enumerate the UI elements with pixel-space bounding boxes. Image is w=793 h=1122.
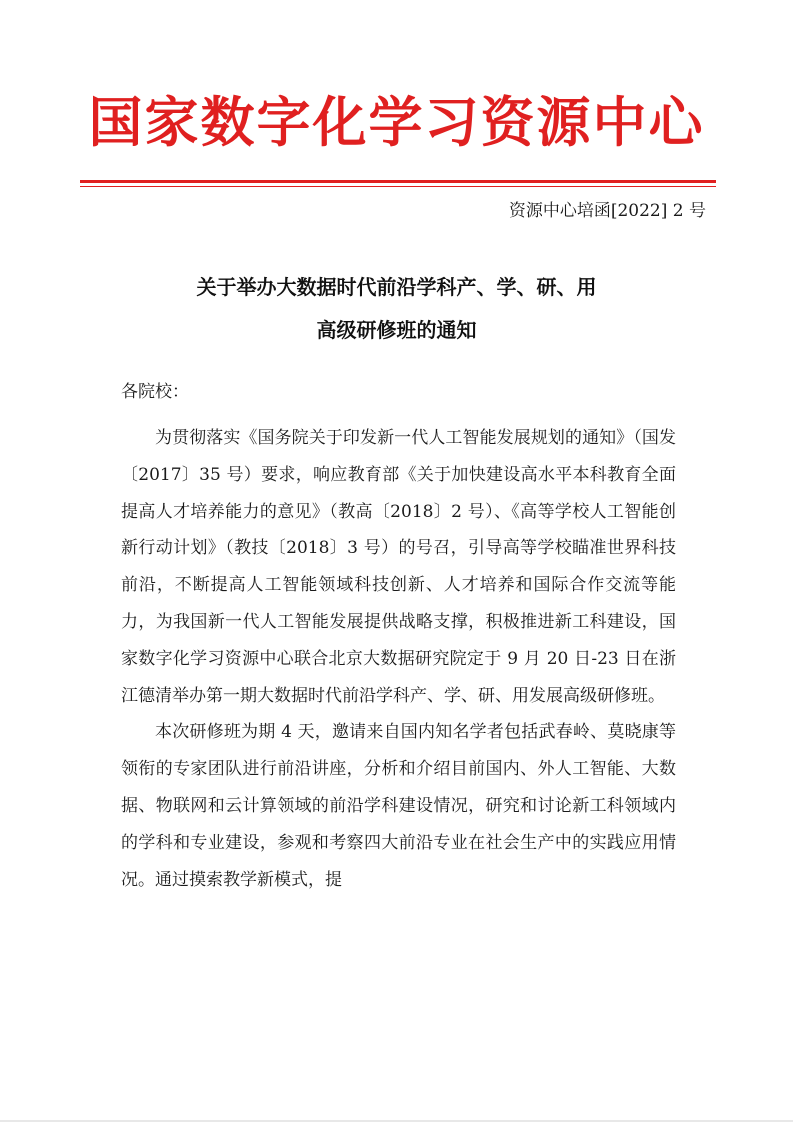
document-number: 资源中心培函[2022] 2 号 — [508, 201, 706, 221]
letterhead-rule-thin — [80, 186, 716, 187]
letterhead-title: 国家数字化学习资源中心 — [88, 90, 705, 154]
notice-title-line-2: 高级研修班的通知 — [316, 318, 477, 342]
body-text — [121, 420, 676, 898]
salutation: 各院校： — [121, 382, 189, 402]
notice-title-line-1: 关于举办大数据时代前沿学科产、学、研、用 — [196, 275, 597, 299]
letterhead-rule-thick — [80, 180, 716, 183]
body-paragraph-2: 本次研修班为期 4 天，邀请来自国内知名学者包括武春岭、莫晓康等领衔的专家团队进行前沿讲座，分析和介绍目前国内、外人工智能、大数据、物联网和云计算领域的前沿学科建设情况，研究和讨论新工科领域内的学科和专业建设，参观和考察四大前沿专业在社会生产中的实践应用情况。通过摸索教学新模式，提 — [121, 722, 676, 890]
body-paragraph-1: 为贯彻落实《国务院关于印发新一代人工智能发展规划的通知》（国发〔2017〕35 号）要求，响应教育部《关于加快建设高水平本科教育全面提高人才培养能力的意见》（教高〔2018〕2 号）、《高等学校人工智能创新行动计划》（教技〔2018〕3 号）的号召，引导高等学校瞄准世界科技前沿，不断提高人工智能领域科技创新、人才培养和国际合作交流等能力，为我国新一代人工智能发展提供战略支撑，积极推进新工科建设，国家数字化学习资源中心联合北京大数据研究院定于 9 月 20 日-23 日在浙江德清举办第一期大数据时代前沿学科产、学、研、用发展高级研修班。 — [121, 428, 676, 706]
